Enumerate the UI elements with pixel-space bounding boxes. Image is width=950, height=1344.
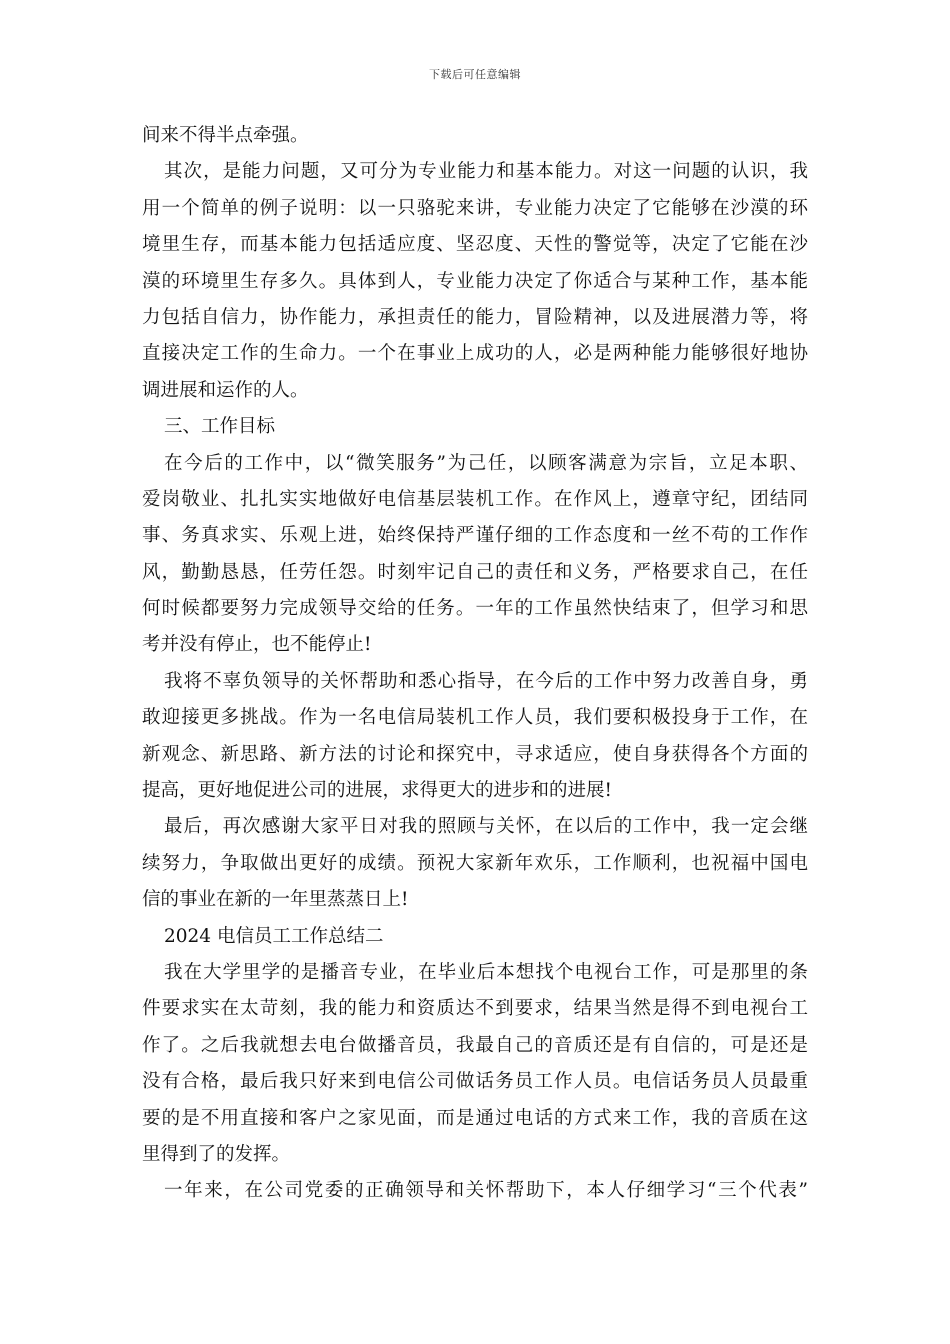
- text-line: 爱岗敬业、扎扎实实地做好电信基层装机工作。在作风上，遵章守纪，团结同: [142, 488, 808, 510]
- text-line: 用一个简单的例子说明：以一只骆驼来讲，专业能力决定了它能够在沙漠的环: [142, 197, 808, 219]
- text-line: 件要求实在太苛刻，我的能力和资质达不到要求，结果当然是得不到电视台工: [142, 998, 808, 1020]
- text-line: 何时候都要努力完成领导交给的任务。一年的工作虽然快结束了，但学习和思: [142, 598, 808, 620]
- text-line: 境里生存，而基本能力包括适应度、坚忍度、天性的警觉等，决定了它能在沙: [142, 234, 808, 256]
- text-line: 续努力，争取做出更好的成绩。预祝大家新年欢乐，工作顺利，也祝福中国电: [142, 852, 808, 874]
- text-line: 我在大学里学的是播音专业，在毕业后本想找个电视台工作，可是那里的条: [164, 961, 808, 983]
- text-line: 力包括自信力，协作能力，承担责任的能力，冒险精神，以及进展潜力等，将: [142, 306, 808, 328]
- text-line: 间来不得半点牵强。: [142, 125, 309, 146]
- text-line: 调进展和运作的人。: [142, 379, 309, 401]
- text-line: 考并没有停止，也不能停止!: [142, 634, 372, 656]
- text-line: 最后，再次感谢大家平日对我的照顾与关怀，在以后的工作中，我一定会继: [164, 816, 808, 838]
- page-header: 下载后可任意编辑: [429, 68, 521, 81]
- text-line: 漠的环境里生存多久。具体到人，专业能力决定了你适合与某种工作，基本能: [142, 270, 808, 292]
- text-line: 作了。之后我就想去电台做播音员，我最自己的音质还是有自信的，可是还是: [142, 1034, 808, 1056]
- text-line: 敢迎接更多挑战。作为一名电信局装机工作人员，我们要积极投身于工作，在: [142, 707, 808, 729]
- text-line: 在今后的工作中，以“微笑服务”为己任，以顾客满意为宗旨，立足本职、: [164, 452, 808, 474]
- text-line: 里得到了的发挥。: [142, 1143, 291, 1165]
- text-line: 我将不辜负领导的关怀帮助和悉心指导，在今后的工作中努力改善自身，勇: [164, 670, 808, 692]
- text-line: 没有合格，最后我只好来到电信公司做话务员工作人员。电信话务员人员最重: [142, 1071, 808, 1093]
- text-line: 信的事业在新的一年里蒸蒸日上!: [142, 889, 409, 911]
- text-line: 要的是不用直接和客户之家见面，而是通过电话的方式来工作，我的音质在这: [142, 1107, 808, 1129]
- text-line: 直接决定工作的生命力。一个在事业上成功的人，必是两种能力能够很好地协: [142, 343, 808, 365]
- text-line: 事、务真求实、乐观上进，始终保持严谨仔细的工作态度和一丝不苟的工作作: [142, 525, 808, 547]
- text-line: 2024 电信员工工作总结二: [164, 925, 384, 947]
- text-line: 其次，是能力问题，又可分为专业能力和基本能力。对这一问题的认识，我: [164, 161, 808, 183]
- text-line: 提高，更好地促进公司的进展，求得更大的进步和的进展!: [142, 780, 612, 802]
- text-line: 新观念、新思路、新方法的讨论和探究中，寻求适应，使自身获得各个方面的: [142, 743, 808, 765]
- document-body: [142, 118, 808, 1210]
- text-line: 一年来，在公司党委的正确领导和关怀帮助下，本人仔细学习“三个代表”: [164, 1180, 808, 1202]
- text-line: 三、工作目标: [164, 416, 276, 438]
- text-line: 风，勤勤恳恳，任劳任怨。时刻牢记自己的责任和义务，严格要求自己，在任: [142, 561, 808, 583]
